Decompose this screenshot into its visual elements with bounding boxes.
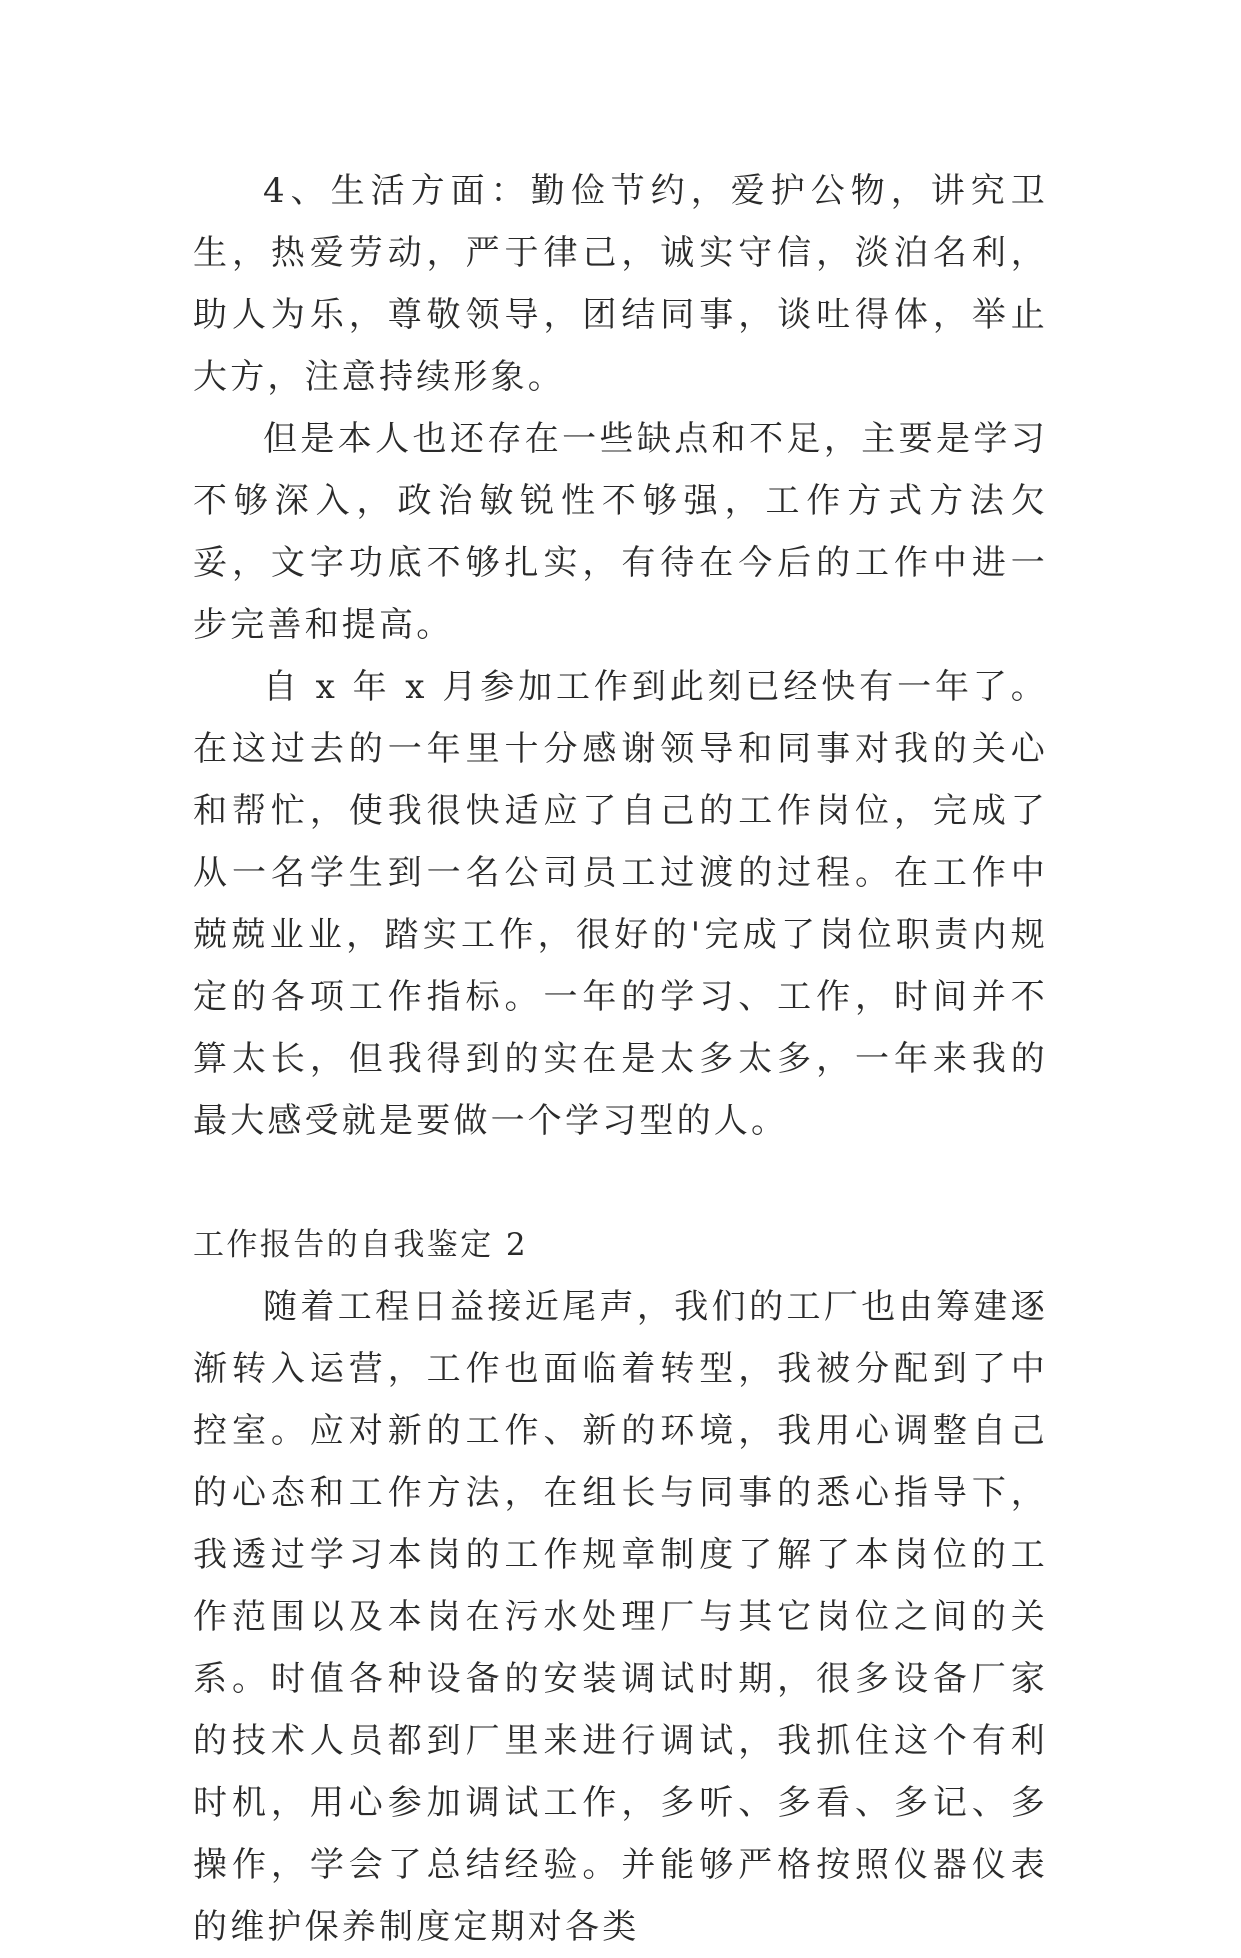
paragraph-life-aspects: 4、生活方面：勤俭节约，爱护公物，讲究卫生，热爱劳动，严于律己，诚实守信，淡泊名利，助人为乐，尊敬领导，团结同事，谈吐得体，举止大方，注意持续形象。 bbox=[193, 171, 1048, 397]
document-body bbox=[193, 160, 1048, 1958]
paragraph-shortcomings: 但是本人也还存在一些缺点和不足，主要是学习不够深入，政治敏锐性不够强，工作方式方法欠妥，文字功底不够扎实，有待在今后的工作中进一步完善和提高。 bbox=[193, 419, 1048, 645]
paragraph-first-year: 自 x 年 x 月参加工作到此刻已经快有一年了。在这过去的一年里十分感谢领导和同事对我的关心和帮忙，使我很快适应了自己的工作岗位，完成了从一名学生到一名公司员工过渡的过程。在工作中兢兢业业，踏实工作，很好的'完成了岗位职责内规定的各项工作指标。一年的学习、工作，时间并不算太长，但我得到的实在是太多太多，一年来我的最大感受就是要做一个学习型的人。 bbox=[193, 667, 1048, 1141]
paragraph-control-room: 随着工程日益接近尾声，我们的工厂也由筹建逐渐转入运营，工作也面临着转型，我被分配到了中控室。应对新的工作、新的环境，我用心调整自己的心态和工作方法，在组长与同事的悉心指导下，我透过学习本岗的工作规章制度了解了本岗位的工作范围以及本岗在污水处理厂与其它岗位之间的关系。时值各种设备的安装调试时期，很多设备厂家的技术人员都到厂里来进行调试，我抓住这个有利时机，用心参加调试工作，多听、多看、多记、多操作，学会了总结经验。并能够严格按照仪器仪表的维护保养制度定期对各类 bbox=[193, 1287, 1048, 1947]
section-title: 工作报告的自我鉴定 2 bbox=[193, 1227, 528, 1263]
